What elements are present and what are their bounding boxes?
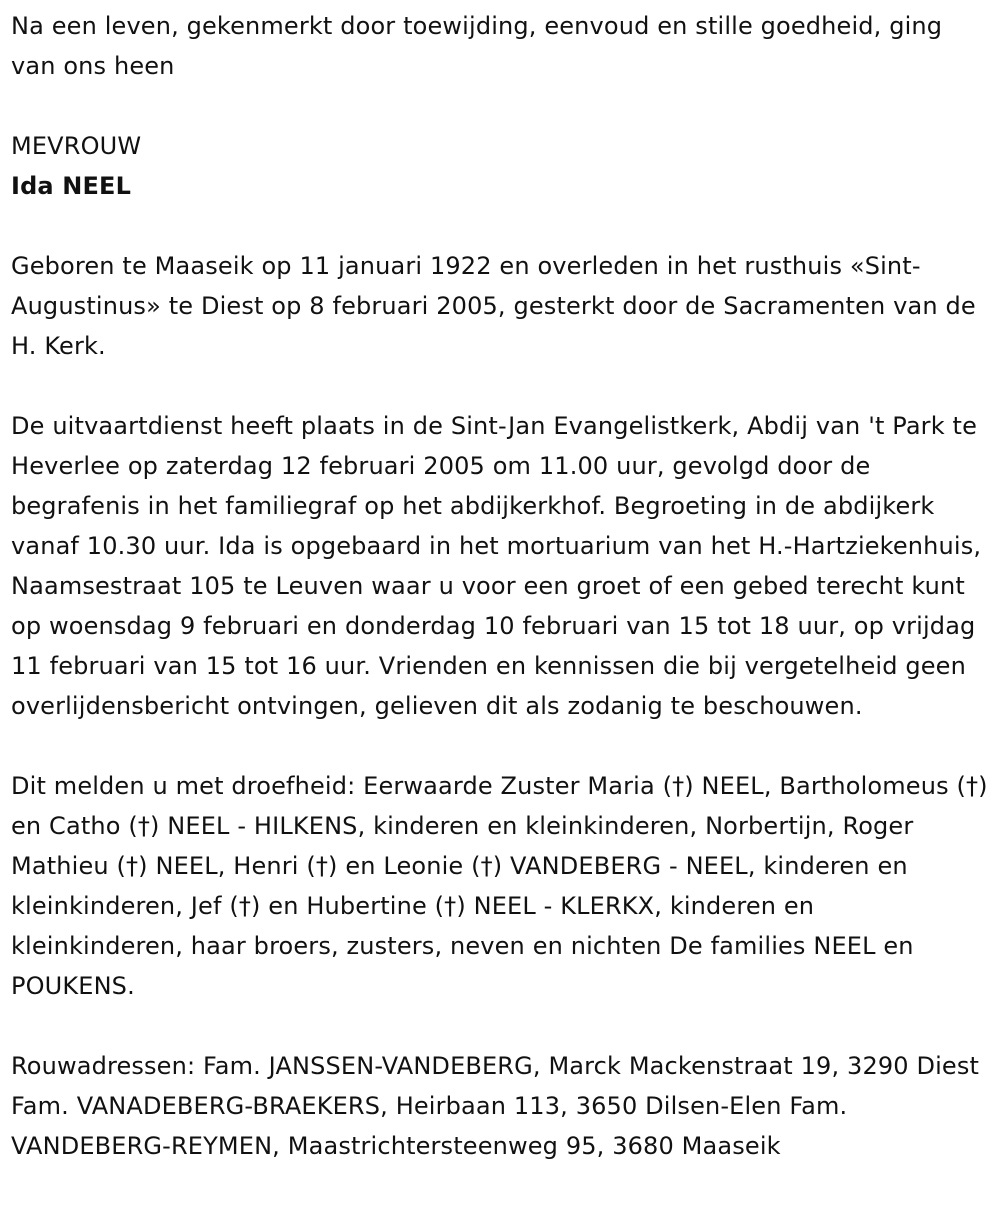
paragraph-spacer (11, 366, 988, 406)
funeral-text: De uitvaartdienst heeft plaats in de Sint-Jan Evangelistkerk, Abdij van 't Park te Heverlee op zaterdag 12 februari 2005 om 11.00 uur, gevolgd door de begrafenis in het familiegraf op het abdijkerkhof. Begroeting in de abdijkerk vanaf 10.30 uur. Ida is opgebaard in het mortuarium van het H.-Hartziekenhuis, Naamsestraat 105 te Leuven waar u voor een groet of een gebed terecht kunt op woensdag 9 februari en donderdag 10 februari van 15 tot 18 uur, op vrijdag 11 februari van 15 tot 16 uur. Vrienden en kennissen die bij vergetelheid geen overlijdensbericht ontvingen, gelieven dit als zodanig te beschouwen. (11, 412, 989, 720)
deceased-name: Ida NEEL (11, 172, 132, 200)
birth-death-text: Geboren te Maaseik op 11 januari 1922 en overleden in het rusthuis «Sint-Augustinus» te Diest op 8 februari 2005, gesterkt door de Sacramenten van de H. Kerk. (11, 252, 984, 360)
paragraph-spacer (11, 726, 988, 766)
honorific-title: MEVROUW (11, 132, 142, 160)
paragraph-spacer (11, 206, 988, 246)
addresses-text: Rouwadressen: Fam. JANSSEN-VANDEBERG, Marck Mackenstraat 19, 3290 Diest Fam. VANADEBERG-BRAEKERS, Heirbaan 113, 3650 Dilsen-Elen Fam. VANDEBERG-REYMEN, Maastrichtersteenweg 95, 3680 Maaseik (11, 1052, 987, 1160)
family-text: Dit melden u met droefheid: Eerwaarde Zuster Maria (†) NEEL, Bartholomeus (†) en Catho (†) NEEL - HILKENS, kinderen en kleinkinderen, Norbertijn, Roger Mathieu (†) NEEL, Henri (†) en Leonie (†) VANDEBERG - NEEL, kinderen en kleinkinderen, Jef (†) en Hubertine (†) NEEL - KLERKX, kinderen en kleinkinderen, haar broers, zusters, neven en nichten De families NEEL en POUKENS. (11, 772, 996, 1000)
paragraph-spacer (11, 86, 988, 126)
intro-text: Na een leven, gekenmerkt door toewijding, eenvoud en stille goedheid, ging van ons heen (11, 12, 950, 80)
paragraph-spacer (11, 1006, 988, 1046)
